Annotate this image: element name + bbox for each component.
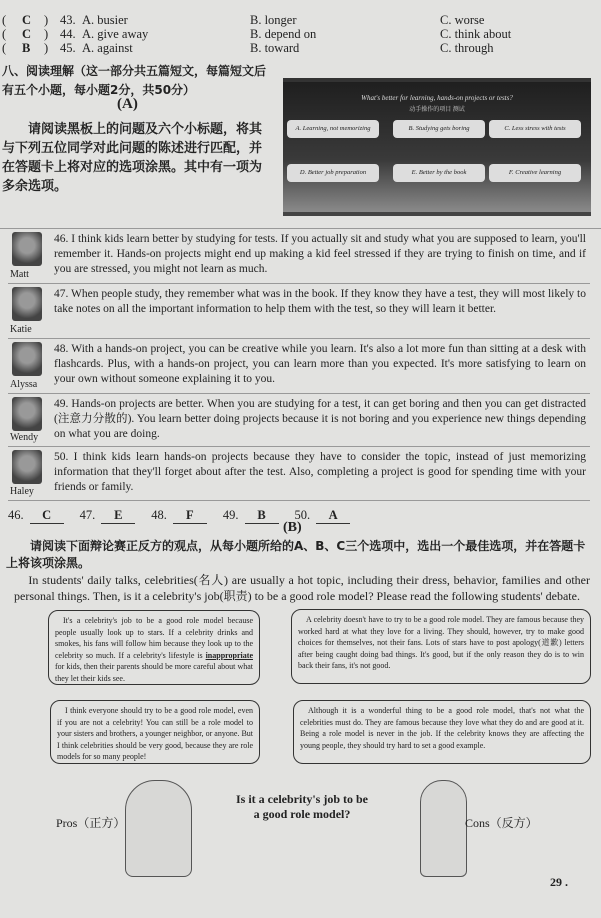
student-statement: 48. With a hands-on project, you can be creative while you learn. It's also a lot more fun than sitting at a desk with flashcards. Plus, with a hands-on project, you can learn more than you expected. It's more satisfying to learn on your own without someone explaining it to you. (54, 343, 586, 385)
board-option: E. Better by the book (393, 164, 485, 182)
answer-blank: E (101, 508, 135, 524)
board-option: C. Less stress with tests (489, 120, 581, 138)
option-b: B. toward (250, 41, 300, 55)
page-number: 29 . (550, 875, 568, 889)
answer-blank: C (30, 508, 64, 524)
pro1-text-end: for kids, then their parents should be more careful about what they let their kids see. (55, 662, 253, 683)
option-a: A. busier (82, 13, 128, 27)
option-c: C. worse (440, 13, 485, 27)
student-row (8, 229, 590, 284)
previous-answer-row: ( C ) 43. A. busier B. longer C. worse (2, 13, 485, 27)
pro-bubble-2: I think everyone should try to be a good role model, even if you are not a celebrity! You can still be a role model to your sisters and brothers, a younger neighbor, or anyone. But I think celebrities should be very good, because they are role models for so many people! (50, 700, 260, 764)
part-a-label: (A) (117, 96, 138, 112)
con-bubble-2: Although it is a wonderful thing to be a good role model, that's not what the celebrities must do. They are famous because they love what they do and are good at it. Being a role model is never in the job. If the celebrity knows they are affecting the young people, they should try hard to set a good example. (293, 700, 591, 764)
option-b: B. longer (250, 13, 297, 27)
answer-number: 47. (79, 508, 96, 522)
part-b-label: (B) (283, 520, 302, 535)
student-photo (12, 232, 42, 266)
answer-number: 46. (8, 508, 24, 522)
student-name: Wendy (10, 432, 39, 443)
student-table (0, 228, 601, 501)
pro-bubble-1 (48, 610, 260, 685)
chosen-answer: B (22, 41, 31, 55)
question-number: 44. (60, 27, 76, 41)
student-statement: 49. Hands-on projects are better. When you are studying for a test, it can get boring and then you can get distracted (注意力分散的). You learn better doing projects because it is not boring and you experience new things depending on what you are doing. (54, 398, 586, 440)
answer-line (8, 508, 408, 524)
student-row (8, 284, 590, 339)
debate-question: Is it a celebrity's job to be a good role model? (236, 792, 368, 821)
board-option: A. Learning, not memorizing (287, 120, 379, 138)
student-photo (12, 342, 42, 376)
option-b: B. depend on (250, 27, 317, 41)
part-b-intro: In students' daily talks, celebrities(名人) are usually a hot topic, including their dress, behavior, families and other personal things. Then, is it a celebrity's job(职责) to be a good role model? Please read the following students' debate. (14, 573, 590, 603)
board-option: D. Better job preparation (287, 164, 379, 182)
chosen-answer: C (22, 27, 32, 41)
student-statement: 47. When people study, they remember what was in the book. If they know they have a test, they will most likely to take notes on all the important information to help them with the test, so they will learn it better. (54, 288, 586, 315)
previous-answers (2, 14, 562, 56)
cons-label: Cons（反方） (465, 816, 538, 830)
answer-number: 48. (151, 508, 167, 522)
pro1-text: It's a celebrity's job to be a good role model because people usually look up to stars. If a celebrity drinks and smokes, his fans will follow him because they look up to the celebrity so much. If a celebrity's lifestyle is (55, 616, 253, 660)
question-number: 43. (60, 13, 76, 27)
part-b-instructions: 请阅读下面辩论赛正反方的观点，从每小题所给的A、B、C三个选项中，选出一个最佳选项，并在答题卡上将该项涂黑。 (6, 539, 586, 570)
underlined-word: inappropriate (205, 650, 253, 660)
con-bubble-1: A celebrity doesn't have to try to be a good role model. They are famous because they worked hard at what they love for a living. They should, however, try to make good choices for themselves, not their fans. Lots of stars have to post apology(道歉) letters after being caught doing bad things. It's good, but if the only reason they do is to win back their fans, it's not good. (291, 609, 591, 684)
previous-answer-row: ( C ) 44. A. give away B. depend on C. think about (2, 27, 512, 41)
student-row (8, 394, 590, 447)
blackboard (283, 78, 591, 216)
board-option: B. Studying gets boring (393, 120, 485, 138)
part-a-instructions: 请阅读黑板上的问题及六个小标题，将其与下列五位同学对此问题的陈述进行匹配，并在答题卡上将对应的选项涂黑。其中有一项为多余选项。 (2, 122, 263, 194)
student-statement: 50. I think kids learn hands-on projects because they have to consider the topic, instead of just memorizing information that they'll forget about after the test. Also, completing a project is good for spending time with your friends or family. (54, 451, 586, 493)
question-number: 45. (60, 41, 76, 55)
answer-blank: A (316, 508, 350, 524)
student-row (8, 447, 590, 501)
student-name: Haley (10, 486, 34, 497)
option-a: A. against (82, 41, 133, 55)
chosen-answer: C (22, 13, 32, 27)
student-photo (12, 287, 42, 321)
student-name: Matt (10, 269, 29, 280)
student-row (8, 339, 590, 394)
student-photo (12, 397, 42, 431)
student-name: Alyssa (10, 379, 38, 390)
boy-illustration (420, 780, 467, 877)
student-photo (12, 450, 42, 484)
answer-number: 50. (294, 508, 311, 522)
answer-number: 49. (222, 508, 239, 522)
answer-blank: F (173, 508, 207, 524)
student-statement: 46. I think kids learn better by studying for tests. If you actually sit and study what you are supposed to learn, you'll remember it. Hands-on projects might end up making a kid feel stressed if they are trying to finish on time, and if you are stressed, you might not learn as much. (54, 233, 586, 275)
pros-label: Pros（正方） (56, 816, 126, 830)
option-c: C. through (440, 41, 494, 55)
option-c: C. think about (440, 27, 512, 41)
section-heading: 八、阅读理解（这一部分共五篇短文，每篇短文后有五个小题，每小题2分，共50分） (2, 64, 267, 97)
board-question: What's better for learning, hands-on projects or tests? (361, 94, 513, 102)
option-a: A. give away (82, 27, 149, 41)
answer-blank: B (245, 508, 279, 524)
board-option: F. Creative learning (489, 164, 581, 182)
student-name: Katie (10, 324, 32, 335)
board-gloss: 动手操作的项目 测试 (409, 107, 465, 113)
girl-illustration (125, 780, 192, 877)
previous-answer-row: ( B ) 45. A. against B. toward C. through (2, 41, 494, 55)
